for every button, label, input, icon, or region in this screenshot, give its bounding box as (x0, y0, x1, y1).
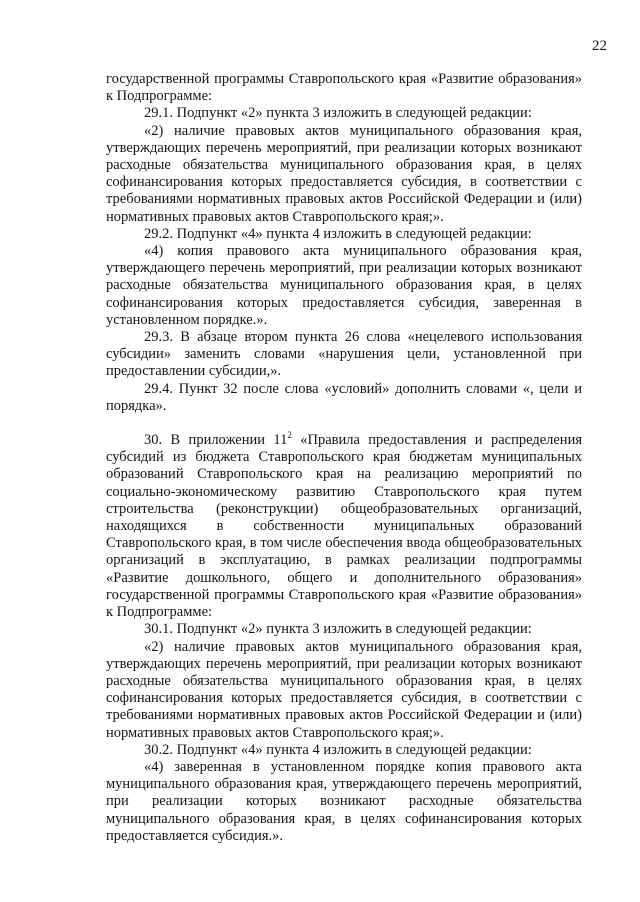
paragraph-29-2-text: «4) копия правового акта муниципального образования края, утверждающего перечень мероприятий, при реализации которых возникают расходные обязательства муниципального образования края, в целях софинансирования которых предоставляется субсидия, заверенная в установленном порядке.». (106, 243, 582, 328)
paragraph-continuation: государственной программы Ставропольского края «Развитие образования» к Подпрограмме: (106, 71, 582, 105)
appendix-superscript: 2 (287, 430, 292, 441)
paragraph-29-4: 29.4. Пункт 32 после слова «условий» дополнить словами «, цели и порядка». (106, 380, 582, 414)
paragraph-30-1: 30.1. Подпункт «2» пункта 3 изложить в следующей редакции: (144, 621, 532, 638)
paragraph-29-1: 29.1. Подпункт «2» пункта 3 изложить в следующей редакции: (144, 105, 532, 122)
document-body (106, 71, 582, 845)
paragraph-30-2-text: «4) заверенная в установленном порядке копия правового акта муниципального образования края, утверждающего перечень мероприятий, при реализации которых возникают расходные обязательства муниципального образования края, в целях софинансирования которых предоставляется субсидия.». (106, 758, 582, 844)
page-number: 22 (592, 38, 607, 54)
paragraph-30-rest: «Правила предоставления и распределения субсидий из бюджета Ставропольского края бюджетам муниципальных образований Ставропольского края на реализацию мероприятий по социально-экономическому развитию Ставропольского края путем строительства (реконструкции) общеобразовательных организаций, находящихся в собственности муниципальных образований Ставропольского края, в том числе обеспечения ввода общеобразовательных организаций в эксплуатацию, в рамках реализации подпрограммы «Развитие дошкольного, общего и дополнительного образования» государственной программы Ставропольского края «Развитие образования» к Подпрограмме: (106, 432, 583, 621)
paragraph-29-2: 29.2. Подпункт «4» пункта 4 изложить в следующей редакции: (144, 225, 532, 242)
paragraph-29-1-text: «2) наличие правовых актов муниципального образования края, утверждающих перечень мероприятий, при реализации которых возникают расходные обязательства муниципального образования края, в целях софинансирования которых предоставляется субсидия, в соответствии с требованиями нормативных правовых актов Российской Федерации и (или) нормативных правовых актов Ставропольского края;». (106, 122, 582, 225)
paragraph-30-start: 30. В приложении 11 (144, 432, 288, 449)
paragraph-29-3: 29.3. В абзаце втором пункта 26 слова «нецелевого использования субсидии» заменить словами «нарушения цели, установленной при предоставлении субсидии,». (106, 329, 582, 380)
paragraph-30 (106, 432, 582, 621)
paragraph-30-2: 30.2. Подпункт «4» пункта 4 изложить в следующей редакции: (144, 741, 532, 758)
paragraph-30-1-text: «2) наличие правовых актов муниципального образования края, утверждающих перечень мероприятий, при реализации которых возникают расходные обязательства муниципального образования края, в целях софинансирования которых предоставляется субсидия, в соответствии с требованиями нормативных правовых актов Российской Федерации и (или) нормативных правовых актов Ставропольского края;». (106, 638, 582, 741)
